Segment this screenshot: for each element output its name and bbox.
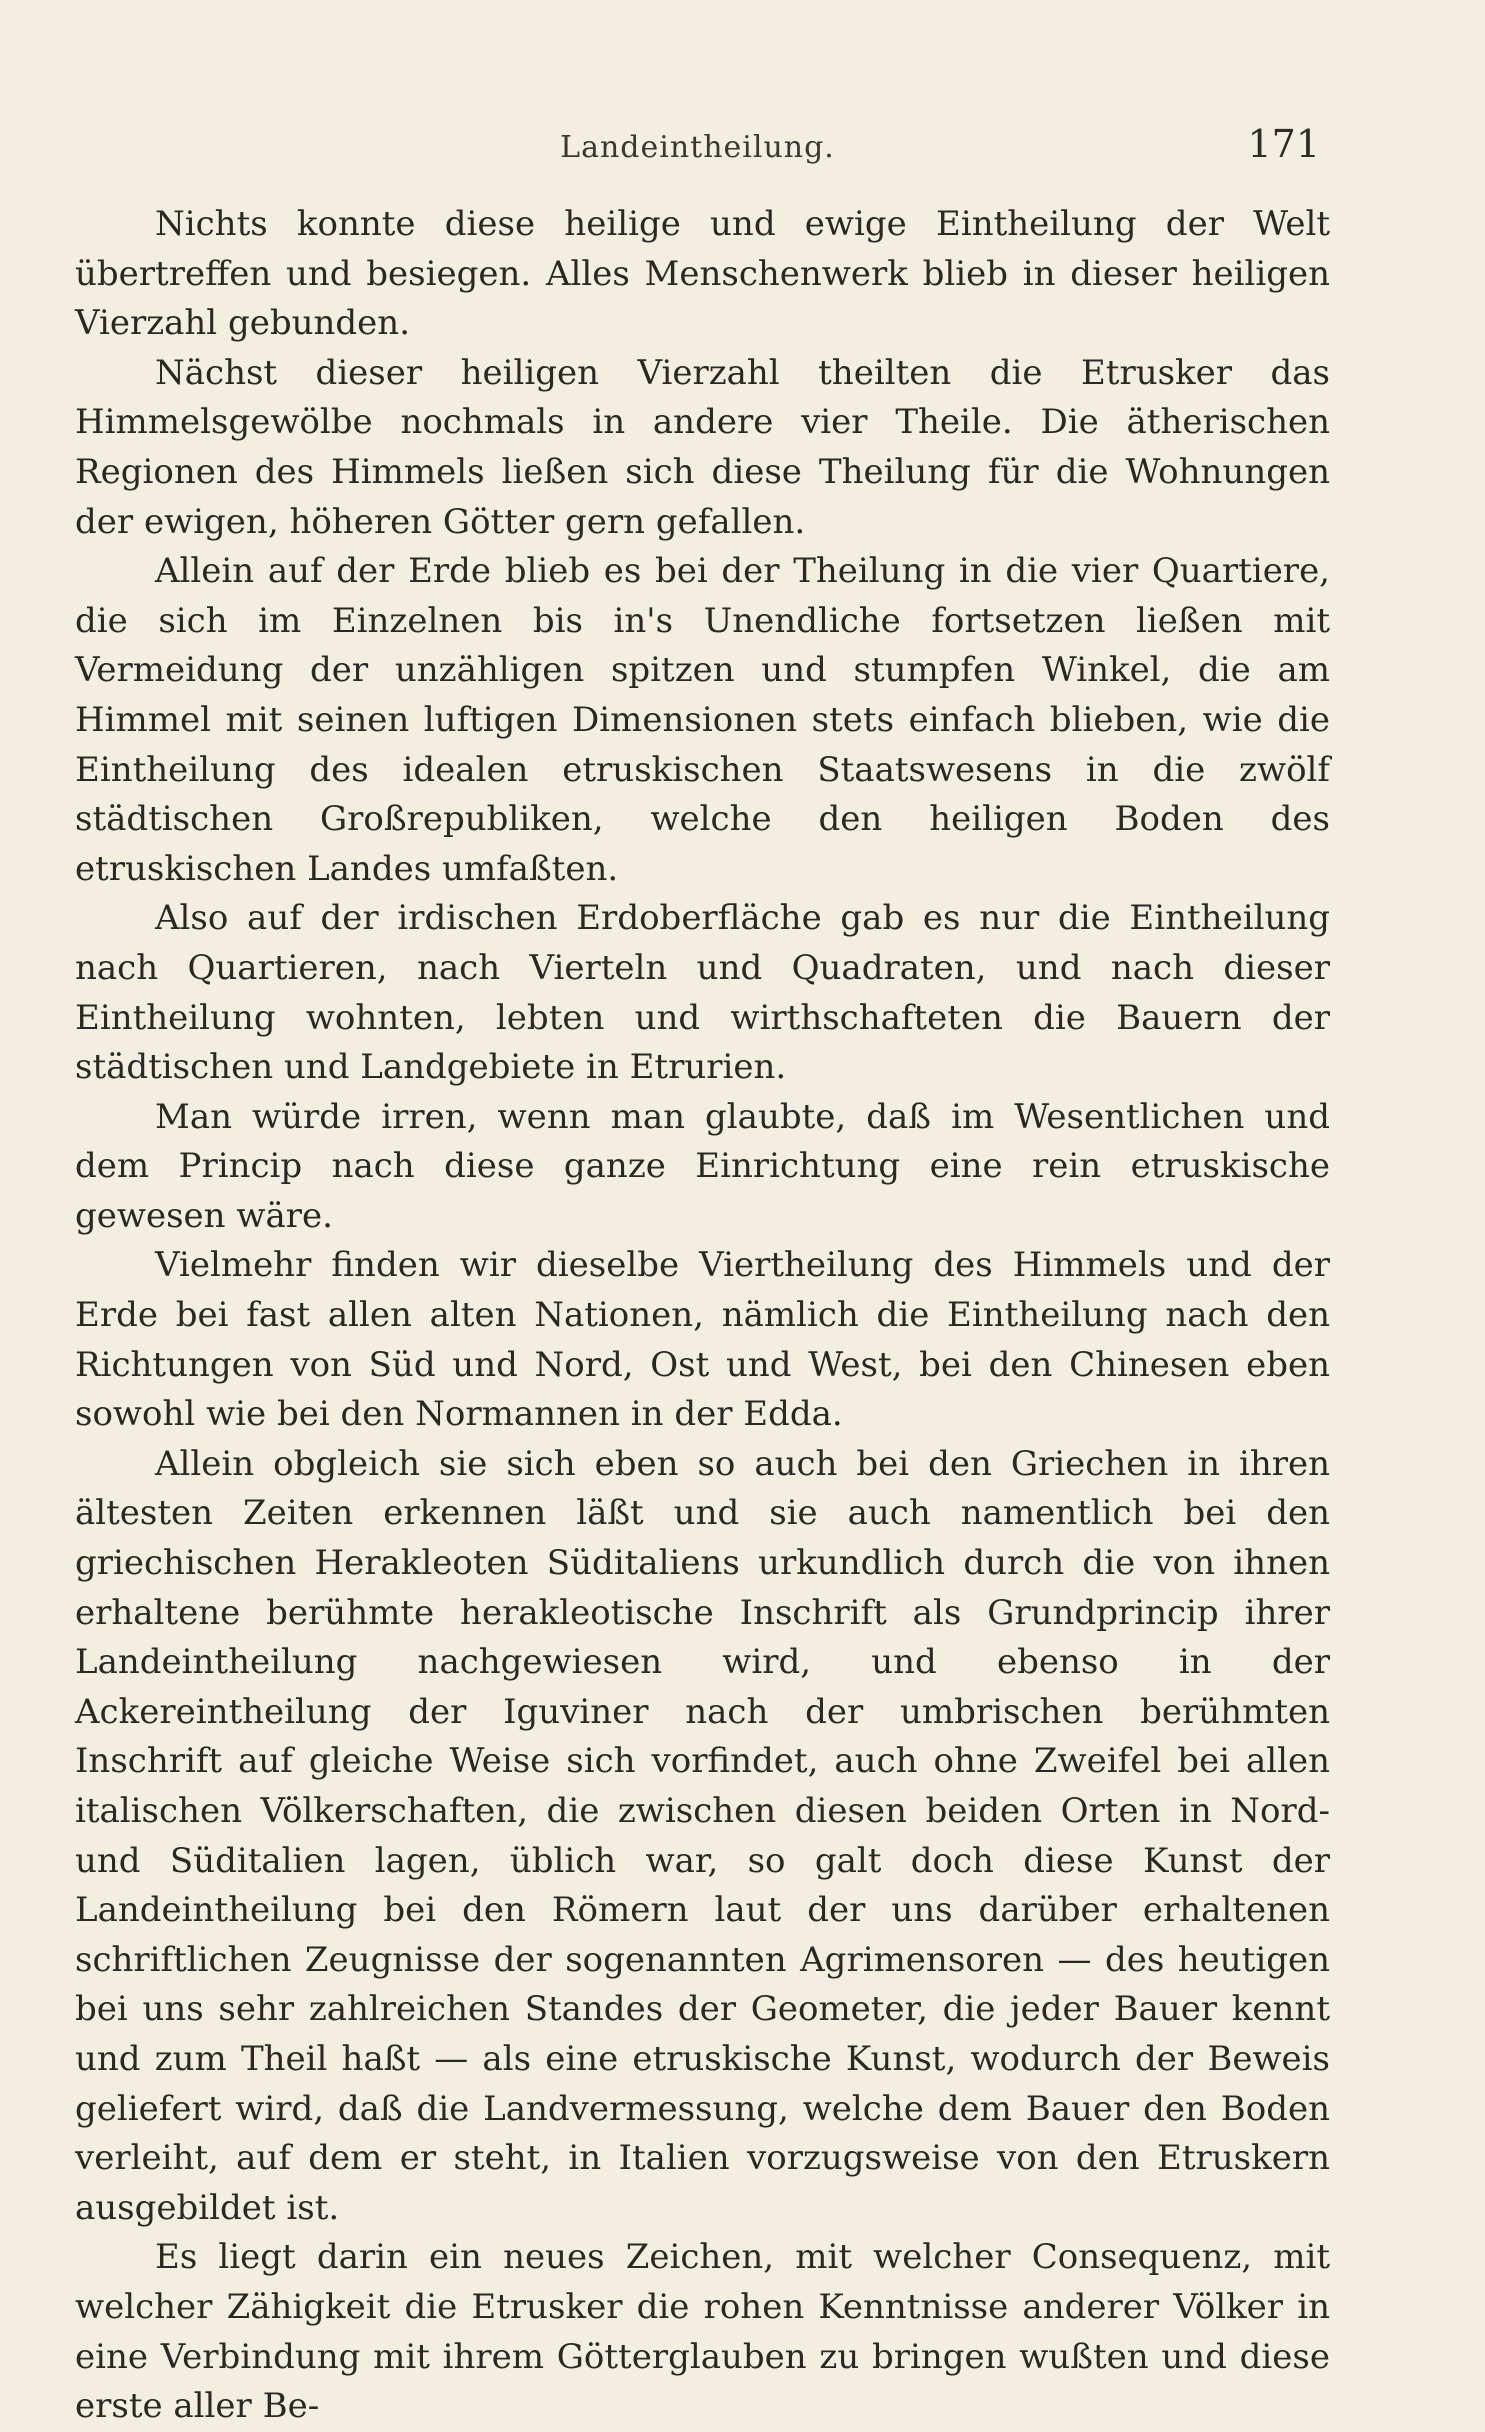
paragraph: Allein auf der Erde blieb es bei der Theilung in die vier Quartiere, die sich im Einzelnen bis in's Unendliche fortsetzen ließen mit Vermeidung der unzähligen spitzen und stumpfen Winkel, die am Himmel mit seinen luftigen Dimensionen stets einfach blieben, wie die Eintheilung des idealen etruskischen Staatswesens in die zwölf städtischen Großrepubliken, welche den heiligen Boden des etruskischen Landes umfaßten. <box>75 551 1330 889</box>
page-header <box>75 122 1320 172</box>
paragraph: Nächst dieser heiligen Vierzahl theilten die Etrusker das Himmelsgewölbe nochmals in andere vier Theile. Die ätherischen Regionen des Himmels ließen sich diese Theilung für die Wohnungen der ewigen, höheren Götter gern gefallen. <box>75 352 1330 542</box>
body-text <box>75 200 1330 2432</box>
paragraph: Man würde irren, wenn man glaubte, daß im Wesentlichen und dem Princip nach diese ganze Einrichtung eine rein etruskische gewesen wäre. <box>75 1096 1330 1236</box>
paragraph: Es liegt darin ein neues Zeichen, mit welcher Consequenz, mit welcher Zähigkeit die Etrusker die rohen Kenntnisse anderer Völker in eine Verbindung mit ihrem Götterglauben zu bringen wußten und diese erste aller Be- <box>75 2237 1330 2427</box>
paragraph: Allein obgleich sie sich eben so auch bei den Griechen in ihren ältesten Zeiten erkennen läßt und sie auch namentlich bei den griechischen Herakleoten Süditaliens urkundlich durch die von ihnen erhaltene berühmte herakleotische Inschrift als Grundprincip ihrer Landeintheilung nachgewiesen wird, und ebenso in der Ackereintheilung der Iguviner nach der umbrischen berühmten Inschrift auf gleiche Weise sich vorfindet, auch ohne Zweifel bei allen italischen Völkerschaften, die zwischen diesen beiden Orten in Nord- und Süditalien lagen, üblich war, so galt doch diese Kunst der Landeintheilung bei den Römern laut der uns darüber erhaltenen schriftlichen Zeugnisse der sogenannten Agrimensoren — des heutigen bei uns sehr zahlreichen Standes der Geometer, die jeder Bauer kennt und zum Theil haßt — als eine etruskische Kunst, wodurch der Beweis geliefert wird, daß die Landvermessung, welche dem Bauer den Boden verleiht, auf dem er steht, in Italien vorzugsweise von den Etruskern ausgebildet ist. <box>75 1443 1330 2228</box>
paragraph: Vielmehr finden wir dieselbe Viertheilung des Himmels und der Erde bei fast allen alten Nationen, nämlich die Eintheilung nach den Richtungen von Süd und Nord, Ost und West, bei den Chinesen eben sowohl wie bei den Normannen in der Edda. <box>75 1245 1330 1435</box>
page-number: 171 <box>1247 122 1320 166</box>
running-title: Landeintheilung. <box>560 130 835 165</box>
paragraph: Also auf der irdischen Erdoberfläche gab es nur die Eintheilung nach Quartieren, nach Vierteln und Quadraten, und nach dieser Eintheilung wohnten, lebten und wirthschafteten die Bauern der städtischen und Landgebiete in Etrurien. <box>75 898 1330 1088</box>
paragraph: Nichts konnte diese heilige und ewige Eintheilung der Welt übertreffen und besiegen. Alles Menschenwerk blieb in dieser heiligen Vierzahl gebunden. <box>75 204 1330 344</box>
